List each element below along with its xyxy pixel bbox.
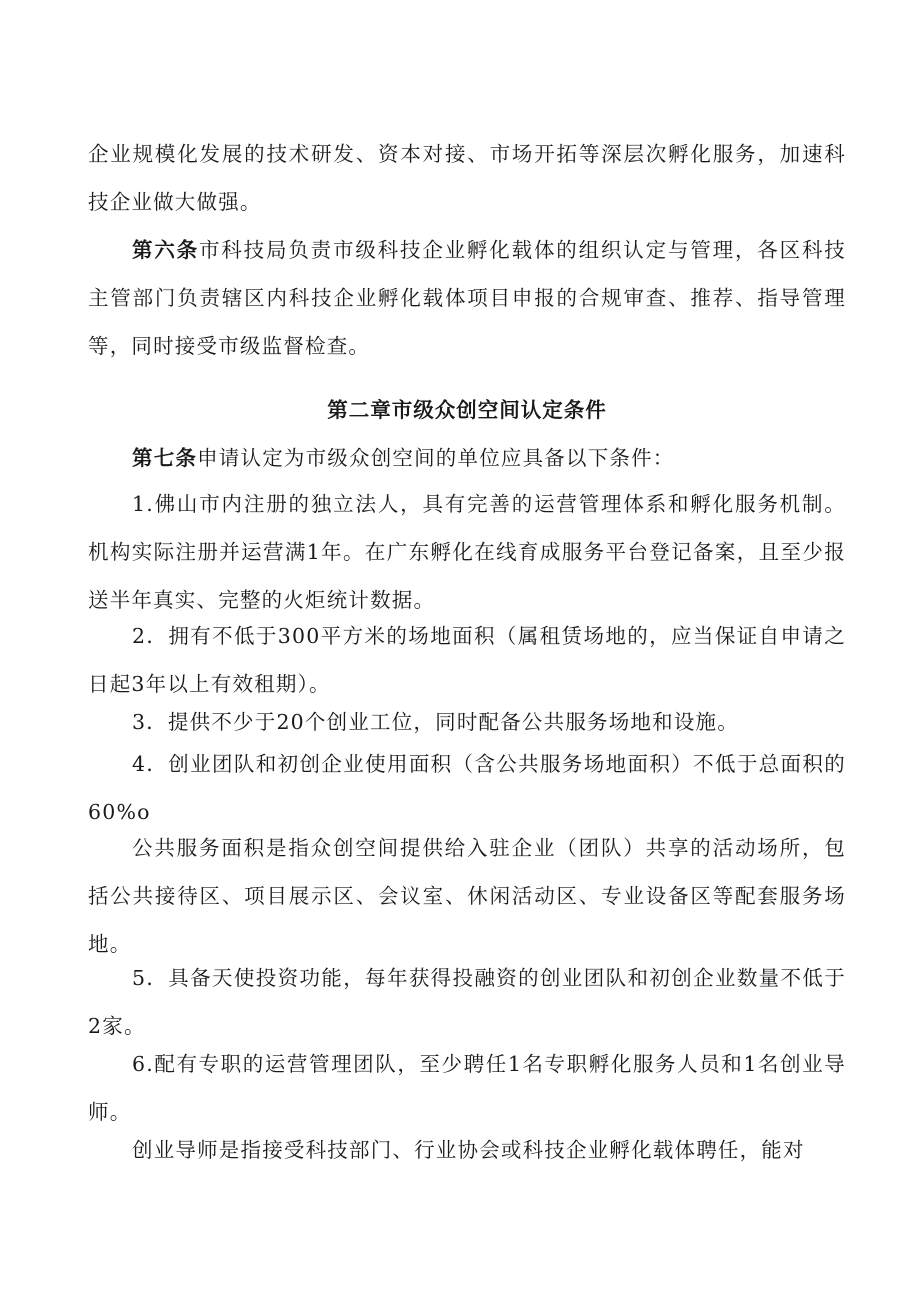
condition-item-6: 6.配有专职的运营管理团队，至少聘任1名专职孵化服务人员和1名创业导师。 bbox=[88, 1052, 846, 1124]
condition-item-4: 4．创业团队和初创企业使用面积（含公共服务场地面积）不低于总面积的60%o bbox=[88, 752, 846, 824]
chapter-2-heading: 第二章市级众创空间认定条件 bbox=[327, 398, 607, 422]
article-7-label: 第七条 bbox=[132, 446, 198, 470]
condition-item-5: 5．具备天使投资功能，每年获得投融资的创业团队和初创企业数量不低于2家。 bbox=[88, 966, 846, 1038]
condition-item-4-note: 公共服务面积是指众创空间提供给入驻企业（团队）共享的活动场所，包括公共接待区、项目展示区、会议室、休闲活动区、专业设备区等配套服务场地。 bbox=[88, 836, 846, 956]
article-6-paragraph bbox=[88, 226, 846, 370]
article-6-label: 第六条 bbox=[132, 238, 199, 262]
condition-item-6-note: 创业导师是指接受科技部门、行业协会或科技企业孵化载体聘任，能对 bbox=[132, 1138, 805, 1162]
paragraph-continuation: 企业规模化发展的技术研发、资本对接、市场开拓等深层次孵化服务，加速科技企业做大做强。 bbox=[88, 142, 846, 214]
article-7-paragraph bbox=[88, 434, 846, 482]
article-6-text: 市科技局负责市级科技企业孵化载体的组织认定与管理，各区科技主管部门负责辖区内科技企业孵化载体项目申报的合规审查、推荐、指导管理等，同时接受市级监督检查。 bbox=[88, 238, 846, 358]
condition-item-1: 1.佛山市内注册的独立法人，具有完善的运营管理体系和孵化服务机制。机构实际注册并运营满1年。在广东孵化在线育成服务平台登记备案，且至少报送半年真实、完整的火炬统计数据。 bbox=[88, 492, 846, 612]
condition-item-2: 2．拥有不低于300平方米的场地面积（属租赁场地的，应当保证自申请之日起3年以上有效租期）。 bbox=[88, 624, 846, 696]
article-7-text: 申请认定为市级众创空间的单位应具备以下条件： bbox=[197, 446, 675, 470]
condition-item-3: 3．提供不少于20个创业工位，同时配备公共服务场地和设施。 bbox=[132, 710, 739, 734]
